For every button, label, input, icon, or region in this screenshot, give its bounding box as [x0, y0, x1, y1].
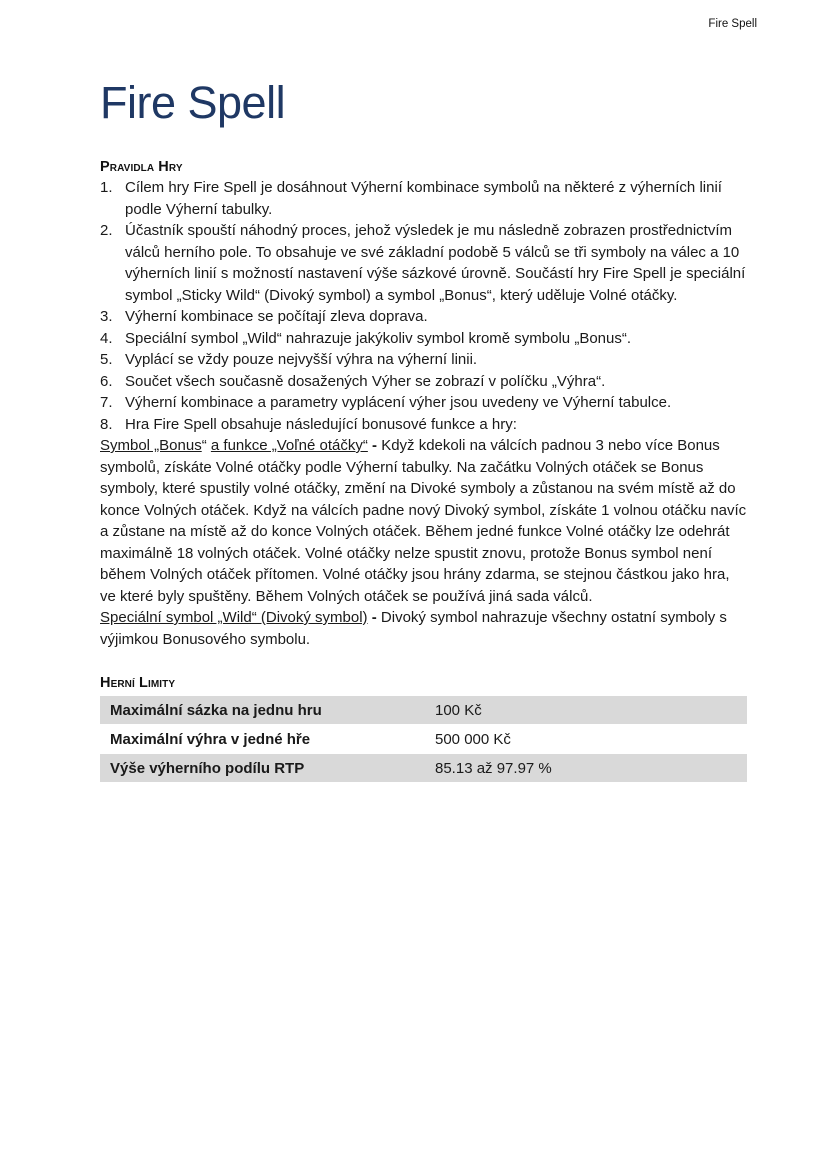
limits-table: [100, 696, 747, 782]
list-item-number: 8.: [100, 415, 113, 433]
list-item-number: 7.: [100, 394, 113, 411]
lead-separator: -: [367, 437, 382, 454]
list-item-text: Hra Fire Spell obsahuje následující bonusové funkce a hry:: [125, 415, 517, 433]
list-item-text: Účastník spouští náhodný proces, jehož výsledek je mu následně zobrazen prostřednictvím válců herního pole. To obsahuje ve své základní podobě 5 válců se tři symboly na válec a 10 výherních linií s možností nastavení výše sázkové úrovně. Součástí hry Fire Spell je speciální symbol „Sticky Wild“ (Divoký symbol) a symbol „Bonus“, který uděluje Volné otáčky.: [125, 222, 746, 304]
row-value: 500 000 Kč: [435, 730, 511, 748]
row-label: Maximální výhra v jedné hře: [110, 730, 311, 748]
wild-feature-body: Divoký symbol nahrazuje všechny ostatní symboly s výjimkou Bonusového symbolu.: [100, 609, 727, 648]
table-row: [100, 724, 747, 753]
page-content: [100, 76, 747, 782]
bonus-feature-lead-2: a funkce „Voľné otáčky“: [210, 437, 368, 454]
bonus-feature-paragraph: [100, 435, 747, 607]
list-item: [100, 414, 747, 436]
list-item: [100, 306, 747, 328]
list-item-number: 2.: [100, 222, 113, 239]
bonus-feature-lead: Symbol „Bonus: [100, 437, 202, 454]
rules-heading: Pravidla Hry: [100, 159, 183, 175]
row-label: Výše výherního podílu RTP: [110, 759, 305, 777]
list-item-number: 3.: [100, 308, 113, 325]
limits-heading: Herní Limity: [100, 675, 176, 691]
list-item-number: 1.: [100, 179, 113, 196]
list-item-text: Cílem hry Fire Spell je dosáhnout Výherní kombinace symbolů na některé z výherních linií podle Výherní tabulky.: [125, 179, 722, 218]
wild-feature-paragraph: [100, 607, 747, 650]
table-row: [100, 753, 747, 782]
bonus-feature-body: Když kdekoli na válcích padnou 3 nebo více Bonus symbolů, získáte Volné otáčky podle Výherní tabulky. Na začátku Volných otáček se Bonus symboly, které spustily volné otáčky, změní na Divoké symboly a zůstanou na svém místě až do konce Volných otáček. Když na válcích padne nový Divoký symbol, získáte 1 volnou otáčku navíc a zůstane na místě až do konce Volných otáček. Během jedné funkce Volné otáčky lze odehrát maximálně 18 volných otáček. Volné otáčky nelze spustit znovu, protože Bonus symbol není během Volných otáček přítomen. Volné otáčky jsou hrány zdarma, se stejnou částkou jako hra, ve které byly spuštěny. Během Volných otáček se používá jiná sada válců.: [100, 437, 747, 605]
list-item-text: Výherní kombinace se počítají zleva doprava.: [125, 308, 428, 325]
row-label: Maximální sázka na jednu hru: [110, 701, 322, 719]
list-item-number: 5.: [100, 351, 113, 368]
row-value: 100 Kč: [435, 701, 482, 719]
list-item: [100, 392, 747, 414]
lead-separator: -: [367, 609, 381, 626]
list-item: [100, 349, 747, 371]
list-item: [100, 371, 747, 393]
list-item-number: 4.: [100, 329, 113, 347]
document-title: Fire Spell: [100, 77, 286, 128]
row-value: 85.13 až 97.97 %: [435, 759, 552, 777]
list-item-text: Speciální symbol „Wild“ nahrazuje jakýkoliv symbol kromě symbolu „Bonus“.: [125, 329, 632, 347]
list-item-number: 6.: [100, 372, 113, 390]
list-item: [100, 220, 747, 306]
list-item-text: Součet všech současně dosažených Výher se zobrazí v políčku „Výhra“.: [125, 372, 606, 390]
list-item: [100, 177, 747, 220]
list-item-text: Vyplácí se vždy pouze nejvyšší výhra na výherní linii.: [125, 351, 478, 368]
table-row: [100, 696, 747, 724]
list-item-text: Výherní kombinace a parametry vyplácení výher jsou uvedeny ve Výherní tabulce.: [125, 394, 672, 411]
list-item: [100, 328, 747, 350]
wild-feature-lead: Speciální symbol „Wild“ (Divoký symbol): [100, 609, 368, 626]
bonus-feature-lead-quote: “: [201, 437, 211, 454]
running-header: Fire Spell: [708, 18, 757, 30]
rules-list: [100, 177, 747, 435]
